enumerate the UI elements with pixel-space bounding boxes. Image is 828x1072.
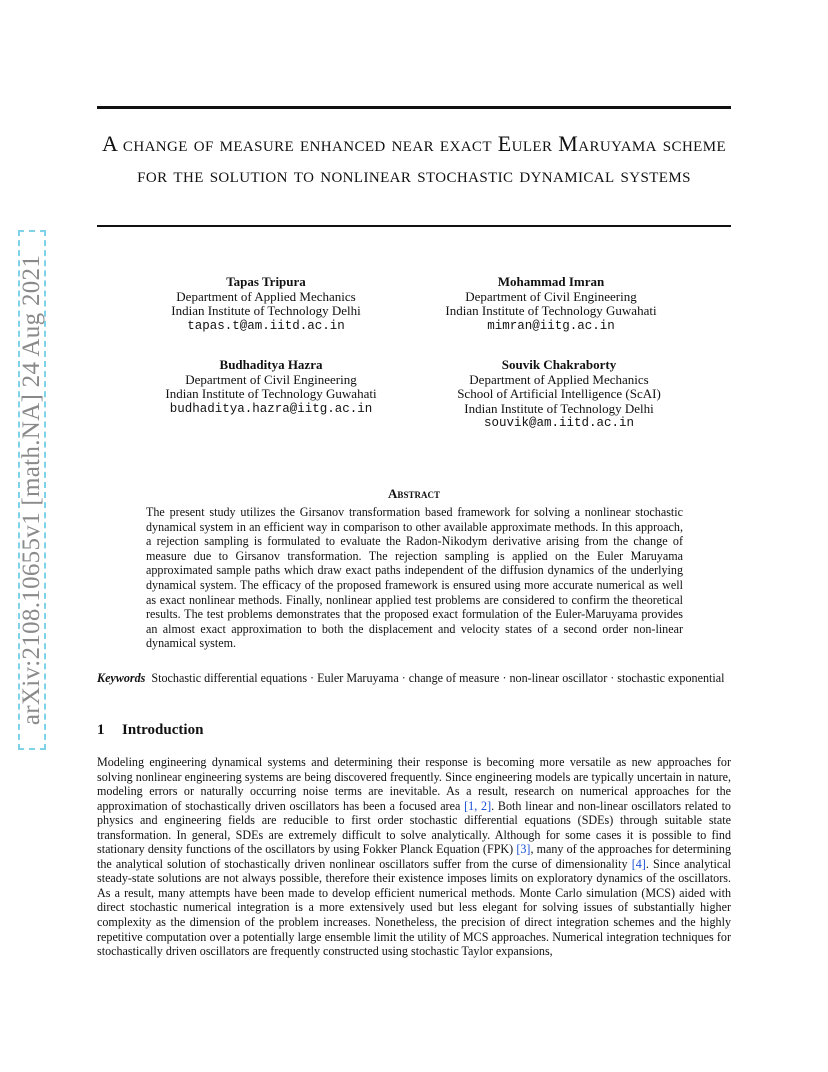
author-block-1 bbox=[116, 275, 416, 333]
author-affiliation: Department of Applied Mechanics bbox=[176, 288, 356, 304]
section-title: Introduction bbox=[122, 722, 204, 738]
section-number: 1 bbox=[97, 722, 105, 738]
author-name: Tapas Tripura bbox=[226, 274, 306, 289]
arxiv-identifier[interactable]: arXiv:2108.10655v1 [math.NA] 24 Aug 2021 bbox=[18, 254, 45, 726]
keywords-line bbox=[97, 671, 731, 686]
author-affiliation: School of Artificial Intelligence (ScAI) bbox=[457, 386, 661, 402]
author-name: Mohammad Imran bbox=[497, 274, 605, 289]
author-affiliation: Indian Institute of Technology Guwahati bbox=[165, 386, 377, 402]
author-block-4 bbox=[409, 358, 709, 431]
paper-title: A change of measure enhanced near exact Euler Maruyama scheme for the solution to nonlinear stochastic dynamical systems bbox=[101, 131, 727, 187]
citation-link[interactable]: [1, 2] bbox=[464, 798, 492, 813]
author-email[interactable]: souvik@am.iitd.ac.in bbox=[483, 416, 635, 431]
abstract-heading: Abstract bbox=[388, 486, 440, 501]
author-affiliation: Department of Civil Engineering bbox=[465, 288, 637, 304]
author-name: Souvik Chakraborty bbox=[501, 357, 617, 372]
citation-link[interactable]: [3] bbox=[516, 842, 531, 857]
intro-text: Modeling engineering dynamical systems and determining their response is becoming more versatile as new approaches for solving nonlinear engineering systems are being discovered frequently. Since engineering models are typically uncertain in nature, modeling errors or naturally occurring noise terms are inevitable. As a result, research on numerical approaches for the approximation of stochastically driven oscillators has been a focused area bbox=[97, 755, 731, 813]
intro-text: . Since analytical steady-state solutions are not always possible, therefore their existence imposes limits on exploratory dynamics of the oscillators. As a result, many attempts have been made to develop efficient numerical methods. Monte Carlo simulation (MCS) aided with direct stochastic numerical integration is a more extensively used but less elegant for solving issues of substantially higher complexity as the dimension of the problem increases. Nonetheless, the precision of direct integration schemes and the highly repetitive computation over a potentially large ensemble limit the utility of MCS approaches. Numerical integration techniques for stochastically driven oscillators are frequently constructed using stochastic Taylor expansions, bbox=[97, 856, 731, 959]
author-email[interactable]: budhaditya.hazra@iitg.ac.in bbox=[169, 401, 373, 416]
title-top-rule bbox=[97, 106, 731, 109]
section-heading bbox=[97, 722, 203, 739]
author-affiliation: Department of Civil Engineering bbox=[185, 371, 357, 387]
author-name: Budhaditya Hazra bbox=[219, 357, 323, 372]
intro-text: , many of the approaches for determining the analytical solution of stochastically driven nonlinear oscillators suffer from the curse of dimensionality bbox=[97, 842, 731, 871]
keywords-text: Stochastic differential equations · Euler Maruyama · change of measure · non-linear oscillator · stochastic exponential bbox=[151, 671, 725, 685]
author-affiliation: Department of Applied Mechanics bbox=[469, 371, 649, 387]
author-affiliation: Indian Institute of Technology Guwahati bbox=[445, 303, 657, 319]
author-affiliation: Indian Institute of Technology Delhi bbox=[171, 303, 361, 319]
introduction-paragraph bbox=[97, 755, 731, 959]
author-block-2 bbox=[401, 275, 701, 333]
abstract-text: The present study utilizes the Girsanov transformation based framework for solving a nonlinear stochastic dynamical system in an efficient way in comparison to other available approximate methods. In this approach, a rejection sampling is formulated to evaluate the Radon-Nikodym derivative arising from the change of measure due to Girsanov transformation. The rejection sampling is applied on the Euler Maruyama approximated sample paths which draw exact paths independent of the diffusion dynamics of the underlying dynamical system. The efficacy of the proposed framework is ensured using more accurate numerical as well as exact nonlinear methods. Finally, nonlinear applied test problems are considered to confirm the theoretical results. The test problems demonstrates that the proposed exact formulation of the Euler-Maruyama provides an almost exact approximation to both the displacement and velocity states of a second order non-linear dynamical system. bbox=[146, 505, 683, 651]
author-email[interactable]: mimran@iitg.ac.in bbox=[487, 318, 615, 333]
title-bottom-rule bbox=[97, 225, 731, 227]
author-block-3 bbox=[121, 358, 421, 416]
keywords-label: Keywords bbox=[97, 671, 146, 685]
author-affiliation: Indian Institute of Technology Delhi bbox=[464, 400, 654, 416]
citation-link[interactable]: [4] bbox=[631, 856, 646, 871]
author-email[interactable]: tapas.t@am.iitd.ac.in bbox=[187, 318, 345, 333]
intro-text: . Both linear and non-linear oscillators related to physics and engineering fields are reducible to first order stochastic differential equations (SDEs) through suitable state transformation. In general, SDEs are extremely difficult to solve analytically. Although for some cases it is possible to find stationary density functions of the oscillators by using Fokker Planck Equation (FPK) bbox=[97, 798, 731, 857]
